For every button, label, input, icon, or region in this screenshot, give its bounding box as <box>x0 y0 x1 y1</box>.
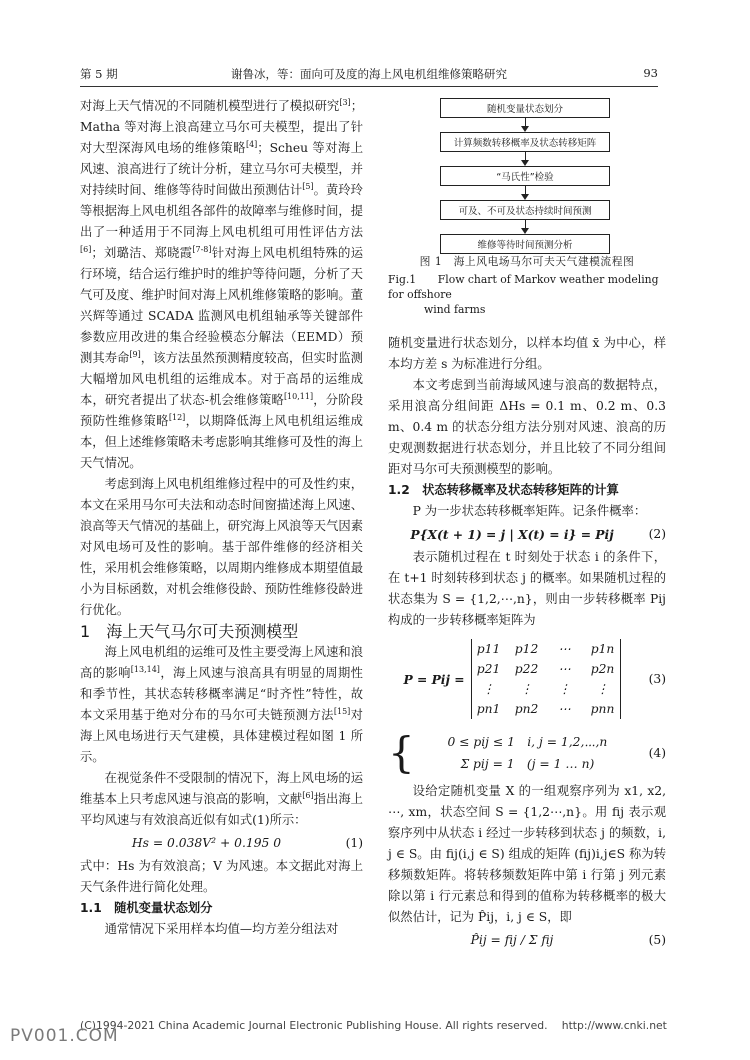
right-column <box>388 333 666 953</box>
paragraph-5: 式中：Hs 为有效浪高；V 为风速。本文据此对海上天气条件进行简化处理。 <box>80 859 363 894</box>
equation-1: Hs = 0.038V² + 0.195 0 (1) <box>131 836 363 850</box>
flow-arrow <box>440 118 610 132</box>
figure-caption-en: Fig.1 Flow chart of Markov weather modeling for offshore wind farms <box>388 273 659 316</box>
header-rule <box>80 86 658 87</box>
paragraph-1: 对海上天气情况的不同随机模型进行了模拟研究[3]；Matha 等对海上浪高建立马尔可夫模型，提出了针对大型深海风电场的维修策略[4]；Scheu 等对海上风速、浪高进行了统计分析，建立马尔可夫模型，并对持续时间、维修等待时间做出预测估计[5]。黄玲玲等根据海上风电机组各部件的故障率与维修时间，提出了一种适用于不同海上风电机组可用性评估方法[6]；刘璐洁、郑晓霞[7-8]针对海上风电机组特殊的运行环境，结合运行维护时的维护等待问题，分析了天气可及度、维护时间对海上风机维修策略的影响。董兴辉等通过 SCADA 监测风电机组轴承等关键部件参数应用改进的集合经验模态分解法（EEMD）预测其寿命[9]，该方法虽然预测精度较高，但实时监测大幅增加风电机组的运维成本。对于高昂的运维成本，研究者提出了状态-机会维修策略[10,11]，分阶段预防性维修策略[12]，以期降低海上风电机组运维成本，但上述维修策略未考虑影响其维修可及性的海上天气情况。 <box>80 97 363 470</box>
flow-step-2: 计算频数转移概率及状态转移矩阵 <box>440 132 610 152</box>
transition-matrix: P = Pij = p11 p12 ⋯ p1n p21 p22 ⋯ p2n ⋮ ⋮ ⋮ ⋮ pn1 pn2 ⋯ pnn <box>388 639 636 719</box>
equation-2: P{X(t + 1) = j | X(t) = i} = Pij (2) <box>410 527 666 542</box>
issue-number: 第 5 期 <box>80 67 118 81</box>
flow-step-4: 可及、不可及状态持续时间预测 <box>440 200 610 220</box>
running-title: 谢鲁冰，等：面向可及度的海上风电机组维修策略研究 <box>231 67 507 81</box>
section-heading-1: 1 海上天气马尔可夫预测模型 <box>80 622 299 641</box>
figure-caption-cn: 图 1 海上风电场马尔可夫天气建模流程图 <box>419 255 635 268</box>
paragraph-r1: 随机变量进行状态划分，以样本均值 x̄ 为中心，样本均方差 s 为标准进行分组。 <box>388 336 666 371</box>
equation-3: P = Pij = p11 p12 ⋯ p1n p21 p22 ⋯ p2n ⋮ ⋮ ⋮ ⋮ pn1 pn2 ⋯ pnn (3) <box>388 633 666 725</box>
running-header <box>80 66 658 84</box>
flow-step-3: “马氏性”检验 <box>440 166 610 186</box>
page-number: 93 <box>643 66 658 80</box>
flow-chart <box>440 98 610 254</box>
flow-arrow <box>440 186 610 200</box>
paragraph-2: 考虑到海上风电机组维修过程中的可及性约束，本文在采用马尔可夫法和动态时间窗描述海上风速、浪高等天气情况的基础上，研究海上风浪等天气因素对风电场可及性的影响。基于部件维修的经济相关性，采用机会维修策略，以周期内维修成本期望值最小为目标函数，对机会维修役龄、预防性维修役龄进行优化。 <box>80 477 363 617</box>
paragraph-r3: P 为一步状态转移概率矩阵。记条件概率： <box>412 504 647 518</box>
paragraph-3: 海上风电机组的运维可及性主要受海上风速和浪高的影响[13,14]，海上风速与浪高具有明显的周期性和季节性，其状态转移概率满足“时齐性”特性，故本文采用基于绝对分布的马尔可夫链预测方法[15]对海上风电场进行天气建模，具体建模过程如图 1 所示。 <box>80 645 363 764</box>
paragraph-r4: 表示随机过程在 t 时刻处于状态 i 的条件下，在 t+1 时刻转移到状态 j 的概率。如果随机过程的状态集为 S = {1,2,⋯,n}，则由一步转移概率 Pij 构成的一步转移概率矩阵为 <box>388 550 666 627</box>
watermark: PV001.COM <box>10 1026 119 1046</box>
subsection-heading-1-1: 1.1 随机变量状态划分 <box>80 901 213 915</box>
equation-5: P̂ij = fij / Σ fij (5) <box>470 933 666 947</box>
paragraph-6: 通常情况下采用样本均值—均方差分组法对 <box>104 922 339 936</box>
copyright-footer: (C)1994-2021 China Academic Journal Electronic Publishing House. All rights reserved. http://www.cnki.net <box>80 1019 667 1032</box>
left-column <box>80 96 363 940</box>
paragraph-r2: 本文考虑到当前海域风速与浪高的数据特点，采用浪高分组间距 ΔHs = 0.1 m、0.2 m、0.3 m、0.4 m 的状态分组方法分别对风速、浪高的历史观测数据进行状态划分，并且比较了不同分组间距对马尔可夫预测模型的影响。 <box>388 378 666 476</box>
flow-step-1: 随机变量状态划分 <box>440 98 610 118</box>
flow-arrow <box>440 152 610 166</box>
subsection-heading-1-2: 1.2 状态转移概率及状态转移矩阵的计算 <box>388 483 619 497</box>
flow-step-5: 维修等待时间预测分析 <box>440 234 610 254</box>
paragraph-4: 在视觉条件不受限制的情况下，海上风电场的运维基本上只考虑风速与浪高的影响，文献[6]指出海上平均风速与有效浪高近似有如式(1)所示： <box>80 771 363 827</box>
paragraph-r5: 设给定随机变量 X 的一组观察序列为 x1, x2, ⋯, xm，状态空间 S = {1,2⋯,n}。用 fij 表示观察序列中从状态 i 经过一步转移到状态 j 的频数，i, j ∈ S。由 fij(i,j ∈ S) 组成的矩阵 (fij)i,j∈S 称为转移频数矩阵。将转移频数矩阵中第 i 行第 j 列元素除以第 i 行元素总和得到的值称为转移概率的极大似然估计，记为 P̂ij，i, j ∈ S，即 <box>388 784 666 924</box>
equation-4: { 0 ≤ pij ≤ 1 i, j = 1,2,⋯,n Σ pij = 1 (j = 1 … n) (4) <box>388 728 666 777</box>
flow-arrow <box>440 220 610 234</box>
